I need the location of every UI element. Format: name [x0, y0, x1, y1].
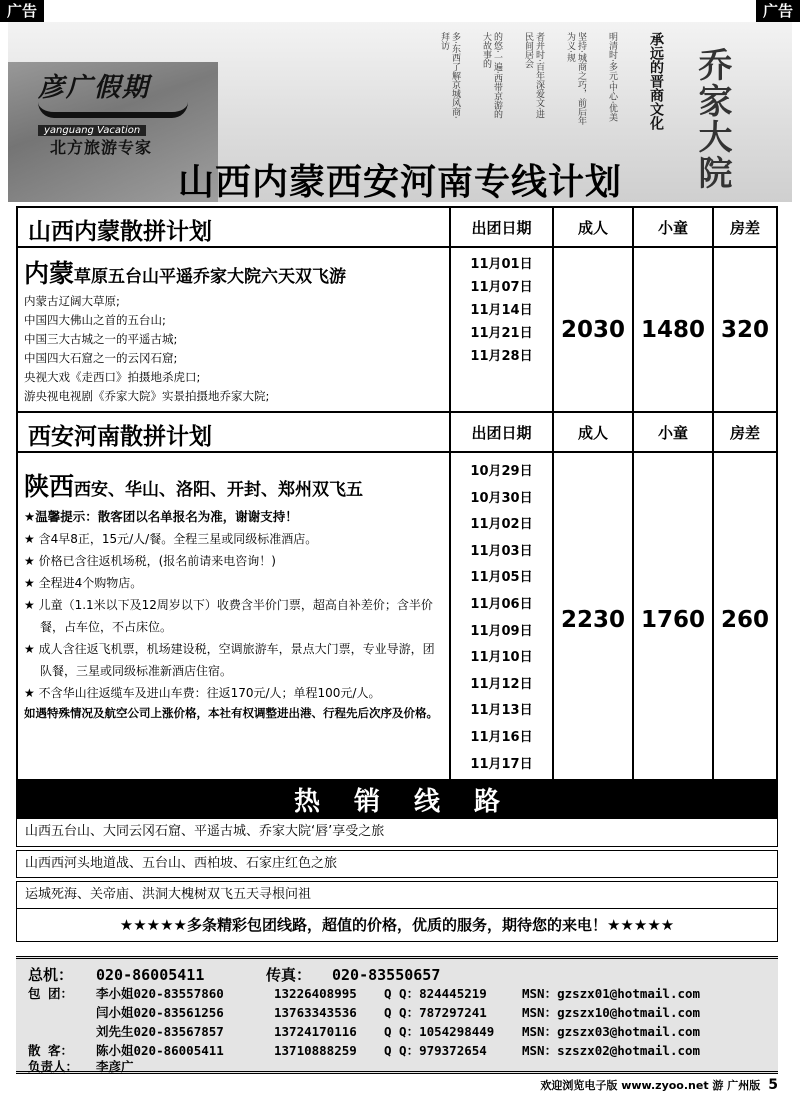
contact-mobile: 13724170116: [274, 1024, 357, 1039]
hot-route-item: 山西五台山、大同云冈石窟、平遥古城、乔家大院‘唇’享受之旅: [16, 819, 778, 847]
poem-line: 者并时·百年深爱文·进民间居会: [523, 32, 544, 119]
contact-qq: Q Q：1054298449: [384, 1024, 495, 1039]
date-item: 11月09日: [470, 623, 533, 639]
date-item: 11月13日: [470, 703, 533, 719]
route-line: 内蒙古辽阔大草原;: [24, 294, 120, 308]
date-item: 10月29日: [470, 464, 533, 479]
room-diff-price: 320: [720, 316, 769, 343]
hot-routes: [16, 779, 778, 909]
page-title: 山西内蒙西安河南专线计划: [177, 162, 622, 202]
route-title: [18, 248, 449, 292]
contact-person: 刘先生020-83567857: [96, 1024, 224, 1039]
col-header-child: 小童: [634, 413, 714, 451]
route-line: 游央视电视剧《乔家大院》实景拍摄地乔家大院;: [24, 389, 270, 403]
route-title-region: 陕西: [24, 472, 75, 501]
manager-label: 负责人：: [28, 1059, 79, 1074]
route-item: ★ 价格已含往返机场税，(报名前请来电咨询！): [24, 554, 276, 568]
adult-price: 2030: [554, 248, 634, 411]
poem-heading: 承远的晋商文化: [648, 32, 664, 130]
section-title: 山西内蒙散拼计划: [18, 208, 451, 246]
poem-line: 多·东西了解京城风商·拜访: [439, 32, 460, 119]
date-item: 11月21日: [470, 326, 533, 341]
route-title: [18, 453, 449, 505]
poem-columns: [438, 32, 617, 127]
contact-mobile: 13710888259: [274, 1043, 357, 1058]
contact-msn: MSN：gzszx03@hotmail.com: [522, 1024, 701, 1039]
col-header-child: 小童: [634, 208, 714, 246]
route-item: ★ 含4早8正，15元/人/餐。全程三星或同级标准酒店。: [24, 532, 318, 546]
route-item: ★ 儿童（1.1米以下及12周岁以下）收费含半价门票，超高自补差价；含半价餐，占车位，不占床位。: [24, 598, 433, 634]
route-item: ★ 不含华山往返缆车及进山车费：往返170元/人；单程100元/人。: [24, 686, 381, 700]
contact-panel: [16, 956, 778, 1074]
contact-mobile: 13226408995: [274, 986, 357, 1001]
poem-line: 坚持·城商之巧，前后年为义·规: [565, 32, 586, 125]
col-header-date: 出团日期: [451, 208, 554, 246]
ad-label-left: 广告: [0, 0, 44, 22]
contact-qq: Q Q：824445219: [384, 986, 487, 1001]
date-item: 11月14日: [470, 303, 533, 318]
hot-route-item: 山西西河头地道战、五台山、西柏坡、石家庄红色之旅: [16, 850, 778, 878]
child-price: 1760: [634, 453, 714, 787]
departure-dates: [451, 453, 554, 787]
header-banner: [8, 22, 792, 202]
route-description: [18, 248, 451, 411]
contact-mobile: 13763343536: [274, 1005, 357, 1020]
route-item: ★ 成人含往返飞机票，机场建设税，空调旅游车，景点大门票，专业导游，团队餐，三星或同级标准新酒店住宿。: [24, 642, 435, 678]
poem-line: 的悠·一遍·西带京游的大故事的: [481, 32, 502, 119]
footer-text: 欢迎浏览电子版 www.zyoo.net 游 广州版: [540, 1079, 761, 1092]
table-header-row: [18, 208, 776, 248]
route-title-rest: 西安、华山、洛阳、开封、郑州双飞五: [74, 480, 364, 500]
hot-routes-title: 热销线路: [16, 779, 778, 819]
date-item: 11月12日: [470, 676, 533, 692]
logo-english: yanguang Vacation: [38, 125, 146, 136]
date-item: 11月02日: [470, 517, 533, 533]
main-phone-label: 总机：: [28, 966, 74, 984]
table-row: [18, 453, 776, 787]
route-title-rest: 草原五台山平遥乔家大院六天双飞游: [74, 267, 347, 287]
col-header-date: 出团日期: [451, 413, 554, 451]
route-line: 中国四大石窟之一的云冈石窟;: [24, 351, 178, 365]
calligraphy: 乔家大院: [692, 47, 732, 191]
table-header-row: [18, 413, 776, 453]
logo-swoosh-icon: [38, 102, 188, 118]
departure-dates: [451, 248, 554, 411]
main-phone: 020-86005411: [96, 966, 205, 984]
fax-phone: 020-83550657: [332, 966, 441, 984]
col-header-room: 房差: [729, 218, 760, 237]
date-item: 11月01日: [470, 257, 533, 272]
logo-name: 彦广假期: [38, 73, 151, 103]
manager-name: 李彦广: [96, 1059, 134, 1074]
page-footer: [540, 1077, 778, 1093]
date-item: 11月07日: [470, 280, 533, 295]
contact-person: 陈小姐020-86005411: [96, 1043, 224, 1058]
slogan: ★★★★★多条精彩包团线路，超值的价格，优质的服务，期待您的来电！★★★★★: [16, 908, 778, 942]
hot-route-item: 运城死海、关帝庙、洪洞大槐树双飞五天寻根问祖: [16, 881, 778, 909]
date-item: 11月06日: [470, 596, 533, 612]
child-price: 1480: [634, 248, 714, 411]
room-diff-price: 260: [720, 607, 769, 633]
section-title: 西安河南散拼计划: [18, 413, 451, 451]
route-line: 央视大戏《走西口》拍摄地杀虎口;: [24, 370, 201, 384]
route-description: [18, 453, 451, 787]
date-item: 11月10日: [470, 650, 533, 666]
date-item: 11月28日: [470, 349, 533, 364]
table-row: [18, 248, 776, 413]
poem-line: 明清时·多元·中心·优美: [607, 32, 617, 122]
date-item: 10月30日: [470, 490, 533, 506]
col-header-adult: 成人: [554, 413, 634, 451]
group-label: 包 团：: [28, 986, 74, 1001]
col-header-room: 房差: [729, 423, 760, 442]
route-title-region: 内蒙: [24, 259, 75, 288]
contact-msn: MSN：gzszx10@hotmail.com: [522, 1005, 701, 1020]
plan-table: [16, 206, 778, 789]
logo: [38, 67, 198, 137]
contact-qq: Q Q：979372654: [384, 1043, 487, 1058]
contact-person: 闫小姐020-83561256: [96, 1005, 224, 1020]
ad-label-right: 广告: [756, 0, 800, 22]
contact-person: 李小姐020-83557860: [96, 986, 224, 1001]
contact-msn: MSN：szszx02@hotmail.com: [522, 1043, 701, 1058]
date-item: 11月03日: [470, 543, 533, 559]
col-header-adult: 成人: [554, 208, 634, 246]
fax-label: 传真：: [266, 966, 312, 984]
route-line: 中国三大古城之一的平遥古城;: [24, 332, 178, 346]
route-item: ★ 全程进4个购物店。: [24, 576, 143, 590]
contact-msn: MSN：gzszx01@hotmail.com: [522, 986, 701, 1001]
date-item: 11月05日: [470, 570, 533, 586]
date-item: 11月17日: [470, 756, 533, 772]
logo-subtitle: 北方旅游专家: [50, 138, 153, 157]
warm-tip: ★温馨提示：散客团以名单报名为准，谢谢支持！: [24, 509, 298, 524]
date-item: 11月16日: [470, 729, 533, 745]
page-number: 5: [768, 1077, 778, 1093]
visitor-label: 散 客：: [28, 1043, 74, 1058]
contact-qq: Q Q：787297241: [384, 1005, 487, 1020]
price-note: 如遇特殊情况及航空公司上涨价格，本社有权调整进出港、行程先后次序及价格。: [24, 706, 438, 720]
adult-price: 2230: [554, 453, 634, 787]
route-line: 中国四大佛山之首的五台山;: [24, 313, 166, 327]
